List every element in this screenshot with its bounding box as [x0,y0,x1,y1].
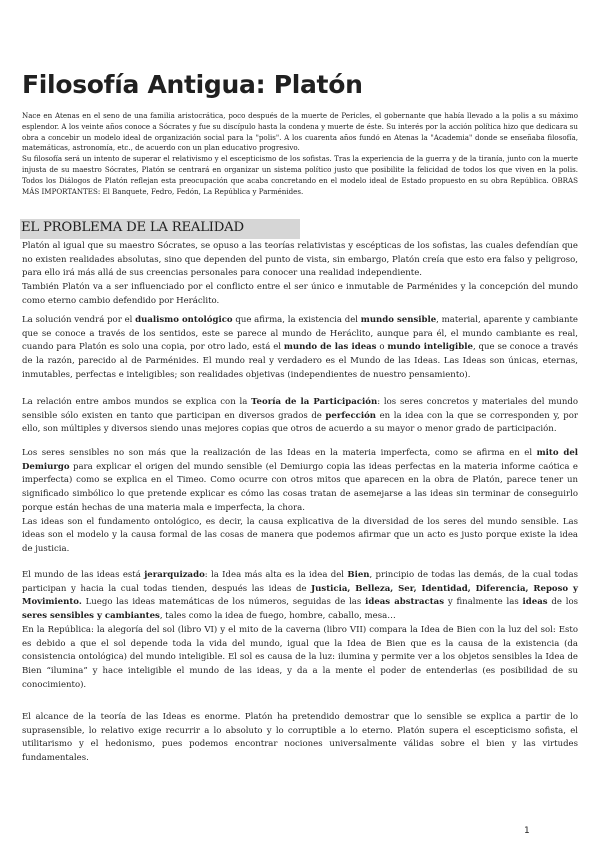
paragraph-dualism: La solución vendrá por el dualismo ontológico que afirma, la existencia del mundo sensible, material, aparente y cambiante que se conoce a través de los sentidos, este se parece al mundo de Heráclito, aunque para él, el mundo cambiante es real, cuando para Platón es solo una copia, por otro lado, está el mundo de las ideas o mundo inteligible, que se conoce a través de la razón, parecido al de Parménides. El mundo real y verdadero es el Mundo de las Ideas. Las Ideas son únicas, eternas, inmutables, perfectas e inteligibles; son realidades objetivas (independientes de nuestro pensamiento). [22,315,578,380]
term-justicia-belleza: Justicia, Belleza, Ser, Identidad, Diferencia, Reposo y Movimiento. [22,583,578,608]
paragraph-relativism: Platón al igual que su maestro Sócrates, se opuso a las teorías relativistas y escépticas de los sofistas, las cuales defendían que no existen realidades absolutas, sino que dependen del punto de vista, sin embargo, Platón creía que esto era falso y peligroso, para ello irá más allá de sus creencias personales para conocer una realidad independiente. [22,241,578,279]
intro-paragraph-philosophy: Su filosofía será un intento de superar el relativismo y el escepticismo de los sofistas. Tras la experiencia de la guerra y de la tiranía, junto con la muerte injusta de su maestro Sócrates, Platón se centrará en organizar un sistema político justo que posibilite la felicidad de todos los que viven en la polis. Todos los Diálogos de Platón reflejan esta preocupación que acaba concretando en el modelo ideal de Estado propuesto en su obra República. OBRAS MÁS IMPORTANTES: El Banquete, Fedro, Fedón, La República y Parménides. [22,154,578,196]
term-mundo-ideas: mundo de las ideas [283,342,377,353]
page-number: 1 [524,826,530,836]
paragraph-block-2 [22,314,578,383]
term-dualismo: dualismo ontológico [135,315,233,325]
term-bien: Bien [347,570,370,580]
term-ideas: ideas [522,597,548,608]
paragraph-block-6 [22,711,578,766]
term-mundo-inteligible: mundo inteligible [387,342,473,353]
term-mundo-sensible: mundo sensible [360,315,437,325]
paragraph-parmenides-heraclitus: También Platón va a ser influenciado por el conflicto entre el ser único e inmutable de Parménides y la concepción del mundo como eterno cambio defendido por Heráclito. [22,282,578,306]
paragraph-allegory-sun: En la República: la alegoría del sol (libro VI) y el mito de la caverna (libro VII) compara la Idea de Bien con la luz del sol: Esto es debido a que el sol depende toda la vida del mundo, igual que la Idea de Bien que es la causa de la existencia (da consistencia ontológica) del mundo inteligible. El sol es causa de la luz: ilumina y permite ver a los objetos sensibles la Idea de Bien “ilumina” y hace inteligible el mundo de las ideas, y da a la mente el poder de entenderlas (es posibilidad de su conocimiento). [22,624,578,690]
intro-section [22,111,578,197]
term-seres-sensibles: seres sensibles y cambiantes [22,611,160,622]
paragraph-scope: El alcance de la teoría de las Ideas es enorme. Platón ha pretendido demostrar que lo sensible se explica a partir de lo suprasensible, lo relativo exige recurrir a lo absoluto y lo corruptible a lo eterno. Platón supera el escepticismo sofista, el utilitarismo y el hedonismo, pues podemos encontrar nociones universalmente válidas sobre el bien y las virtudes fundamentales. [22,712,578,764]
paragraph-block-4 [22,447,578,557]
paragraph-block-3 [22,396,578,437]
section-heading [20,219,300,239]
term-jerarquizado: jerarquizado [144,570,205,580]
page-title: Filosofía Antigua: Platón [22,70,363,99]
paragraph-demiurge: Los seres sensibles no son más que la realización de las Ideas en la materia imperfecta, como se afirma en el mito del Demiurgo para explicar el origen del mundo sensible (el Demiurgo copia las ideas perfectas en la materia informe caótica e imperfecta) como se explica en el Timeo. Como ocurre con otros mitos que aparecen en la obra de Platón, parece tener un significado simbólico lo que pretende explicar es cómo las cosas tratan de asemejarse a las ideas sin terminar de conseguirlo porque están hechas de una materia mala e imperfecta, la chora. [22,448,579,513]
paragraph-block-1 [22,240,578,309]
paragraph-ontological-foundation: Las ideas son el fundamento ontológico, es decir, la causa explicativa de la diversidad de los seres del mundo sensible. Las ideas son el modelo y la causa formal de las cosas de manera que podemos afirmar que un acto es justo porque existe la idea de justicia. [22,516,578,554]
term-ideas-abstractas: ideas abstractas [365,597,445,608]
term-mito-demiurgo: mito del Demiurgo [22,448,579,472]
paragraph-participation: La relación entre ambos mundos se explica con la Teoría de la Participación: los seres concretos y materiales del mundo sensible sólo existen en tanto que participan en diversos grados de perfección en la idea con la que se corresponden y, por ello, son múltiples y diversos siendo unas mejores copias que otros de acuerdo a su mayor o menor grado de participación. [22,397,578,435]
term-perfeccion: perfección [325,410,377,421]
term-teoria-participacion: Teoría de la Participación [251,397,378,407]
section-heading-text: EL PROBLEMA DE LA REALIDAD [21,220,244,235]
paragraph-hierarchy: El mundo de las ideas está jerarquizado: la Idea más alta es la idea del Bien, principio de todas las demás, de la cual todas participan y hacia la cual todas tienden, después las ideas de Justicia, Belleza, Ser, Identidad, Diferencia, Reposo y Movimiento. Luego las ideas matemáticas de los números, seguidas de las ideas abstractas y finalmente las ideas de los seres sensibles y cambiantes, tales como la idea de fuego, hombre, caballo, mesa… [22,570,578,622]
intro-paragraph-biography: Nace en Atenas en el seno de una familia aristocrática, poco después de la muerte de Pericles, el gobernante que había llevado a la polis a su máximo esplendor. A los veinte años conoce a Sócrates y fue su discípulo hasta la condena y muerte de éste. Su interés por la acción política hizo que dedicara su obra a concebir un modelo ideal de organización social para la "polis". A los cuarenta años fundó en Atenas la "Academia" donde se enseñaba filosofía, matemáticas, astronomía, etc., de acuerdo con un plan educativo progresivo. [22,111,578,153]
paragraph-block-5 [22,569,578,692]
